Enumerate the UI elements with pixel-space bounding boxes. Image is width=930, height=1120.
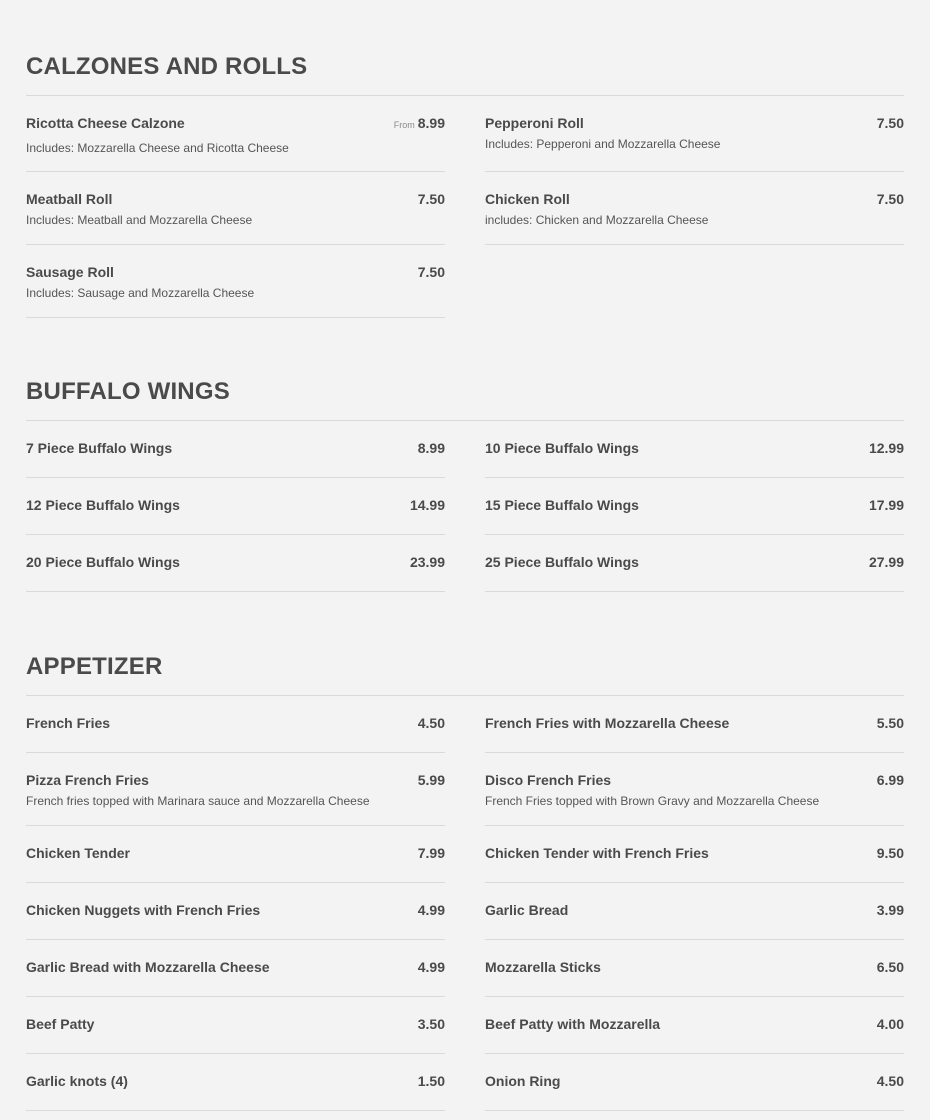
item-name: Disco French Fries — [485, 772, 612, 788]
item-price: 8.99 — [417, 440, 445, 456]
item-name: Sausage Roll — [26, 264, 114, 280]
item-price: 3.99 — [876, 902, 904, 918]
section-title: CALZONES AND ROLLS — [26, 53, 904, 96]
item-description: Includes: Mozzarella Cheese and Ricotta Cheese — [26, 141, 289, 155]
menu-item-grid — [26, 696, 904, 1111]
menu-item[interactable] — [26, 421, 445, 478]
item-price: 6.50 — [876, 959, 904, 975]
item-price: 9.50 — [876, 845, 904, 861]
item-price: 6.99 — [876, 772, 904, 788]
item-description: Includes: Sausage and Mozzarella Cheese — [26, 286, 255, 300]
menu-item[interactable] — [26, 883, 445, 940]
section-title: BUFFALO WINGS — [26, 378, 904, 421]
section-appetizer — [26, 653, 904, 1111]
menu-item[interactable] — [485, 883, 904, 940]
item-name: Onion Ring — [485, 1073, 561, 1089]
menu-item[interactable] — [485, 826, 904, 883]
item-price: 5.50 — [876, 715, 904, 731]
menu-item[interactable] — [485, 96, 904, 172]
item-price: 4.50 — [417, 715, 445, 731]
item-price: 17.99 — [868, 497, 904, 513]
menu-item[interactable] — [26, 696, 445, 753]
item-name: 25 Piece Buffalo Wings — [485, 554, 639, 570]
item-price: 4.99 — [417, 902, 445, 918]
menu-item[interactable] — [485, 1054, 904, 1111]
item-name: French Fries with Mozzarella Cheese — [485, 715, 730, 731]
menu-item[interactable] — [26, 997, 445, 1054]
item-price — [394, 115, 445, 133]
menu-item[interactable] — [26, 172, 445, 245]
item-name: 15 Piece Buffalo Wings — [485, 497, 639, 513]
item-name: French Fries — [26, 715, 111, 731]
item-name: Beef Patty — [26, 1016, 95, 1032]
item-name: Ricotta Cheese Calzone — [26, 115, 185, 131]
item-price: 1.50 — [417, 1073, 445, 1089]
item-price: 5.99 — [417, 772, 445, 788]
item-name: Chicken Tender — [26, 845, 130, 861]
item-price: 27.99 — [868, 554, 904, 570]
menu-item[interactable] — [485, 940, 904, 997]
item-name: Chicken Tender with French Fries — [485, 845, 709, 861]
item-description: French Fries topped with Brown Gravy and Mozzarella Cheese — [485, 794, 820, 808]
item-name: Garlic Bread with Mozzarella Cheese — [26, 959, 270, 975]
item-price: 4.00 — [876, 1016, 904, 1032]
menu-item[interactable] — [26, 753, 445, 826]
item-name: 12 Piece Buffalo Wings — [26, 497, 180, 513]
menu-item[interactable] — [26, 478, 445, 535]
item-price: 7.50 — [417, 191, 445, 207]
item-name: 7 Piece Buffalo Wings — [26, 440, 173, 456]
menu-item[interactable] — [485, 478, 904, 535]
menu-item-grid — [26, 421, 904, 592]
item-name: Beef Patty with Mozzarella — [485, 1016, 661, 1032]
item-description: includes: Chicken and Mozzarella Cheese — [485, 213, 709, 227]
item-price: 7.50 — [417, 264, 445, 280]
menu-item[interactable] — [485, 421, 904, 478]
price-from-label: From — [393, 120, 415, 130]
menu-item-grid — [26, 96, 904, 318]
menu-item[interactable] — [26, 245, 445, 318]
section-buffalo-wings — [26, 378, 904, 592]
item-name: Meatball Roll — [26, 191, 113, 207]
item-name: Chicken Nuggets with French Fries — [26, 902, 261, 918]
item-price: 3.50 — [417, 1016, 445, 1032]
item-price: 7.50 — [876, 191, 904, 207]
item-price: 14.99 — [409, 497, 445, 513]
item-description: Includes: Pepperoni and Mozzarella Cheese — [485, 137, 721, 151]
item-name: Mozzarella Sticks — [485, 959, 601, 975]
item-name: Garlic Bread — [485, 902, 569, 918]
item-name: Pepperoni Roll — [485, 115, 584, 131]
menu-item[interactable] — [26, 535, 445, 592]
menu-item[interactable] — [485, 997, 904, 1054]
item-price: 4.50 — [876, 1073, 904, 1089]
menu-item[interactable] — [26, 940, 445, 997]
item-price: 23.99 — [409, 554, 445, 570]
price-value: 8.99 — [417, 115, 445, 131]
item-price: 4.99 — [417, 959, 445, 975]
item-price: 12.99 — [868, 440, 904, 456]
menu-item[interactable] — [26, 96, 445, 172]
item-description: Includes: Meatball and Mozzarella Cheese — [26, 213, 253, 227]
section-calzones-and-rolls — [26, 53, 904, 318]
item-name: 10 Piece Buffalo Wings — [485, 440, 639, 456]
item-name: Pizza French Fries — [26, 772, 149, 788]
section-title: APPETIZER — [26, 653, 904, 696]
item-name: 20 Piece Buffalo Wings — [26, 554, 180, 570]
item-name: Garlic knots (4) — [26, 1073, 128, 1089]
item-price: 7.50 — [876, 115, 904, 131]
menu-item[interactable] — [485, 535, 904, 592]
menu-item[interactable] — [485, 172, 904, 245]
item-price: 7.99 — [417, 845, 445, 861]
menu-item[interactable] — [26, 1054, 445, 1111]
menu-item[interactable] — [485, 696, 904, 753]
menu-item[interactable] — [26, 826, 445, 883]
menu-item[interactable] — [485, 753, 904, 826]
item-name: Chicken Roll — [485, 191, 570, 207]
item-description: French fries topped with Marinara sauce and Mozzarella Cheese — [26, 794, 370, 808]
